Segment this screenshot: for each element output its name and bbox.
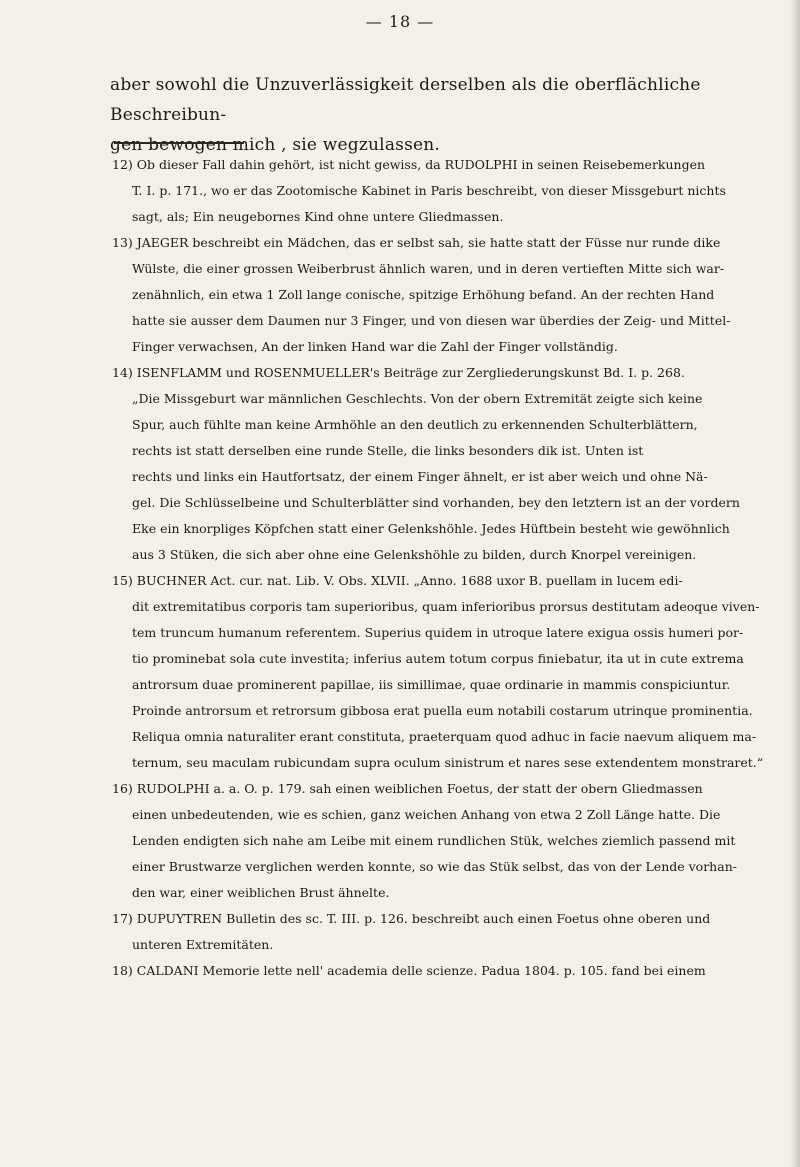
page-number-header: — 18 —	[365, 12, 435, 31]
footnote-13-line: zenähnlich, ein etwa 1 Zoll lange conische, spitzige Erhöhung befand. An der rechten Hand	[132, 287, 715, 302]
footnote-16-line: einer Brustwarze verglichen werden konnte, so wie das Stük selbst, das von der Lende vorhan-	[132, 859, 737, 874]
footnote-17-line: 17) DUPUYTREN Bulletin des sc. T. III. p. 126. beschreibt auch einen Foetus ohne oberen und	[112, 911, 711, 926]
footnote-16-line: den war, einer weiblichen Brust ähnelte.	[132, 885, 390, 900]
footnote-18-line: 18) CALDANI Memorie lette nell' academia delle scienze. Padua 1804. p. 105. fand bei einem	[112, 963, 706, 978]
footnotes-block	[112, 152, 780, 984]
footnote-13-line: hatte sie ausser dem Daumen nur 3 Finger, und von diesen war überdies der Zeig- und Mittel-	[132, 313, 731, 328]
footnote-15-line: dit extremitatibus corporis tam superioribus, quam inferioribus prorsus destitutam adeoque viven-	[132, 599, 760, 614]
footnote-14-line: 14) ISENFLAMM und ROSENMUELLER's Beiträge zur Zergliederungskunst Bd. I. p. 268.	[112, 365, 685, 380]
footnote-15-line: Reliqua omnia naturaliter erant constituta, praeterquam quod adhuc in facie naevum aliquem ma-	[132, 729, 757, 744]
footnote-13-line: Finger verwachsen, An der linken Hand war die Zahl der Finger vollständig.	[132, 339, 618, 354]
footnote-15-line: 15) BUCHNER Act. cur. nat. Lib. V. Obs. XLVII. „Anno. 1688 uxor B. puellam in lucem edi-	[112, 573, 683, 588]
footnote-15-line: antrorsum duae prominerent papillae, iis simillimae, quae ordinarie in mammis conspiciuntur.	[132, 677, 731, 692]
footnote-14-line: Spur, auch fühlte man keine Armhöhle an den deutlich zu erkennenden Schulterblättern,	[132, 417, 698, 432]
footnote-14-line: aus 3 Stüken, die sich aber ohne eine Gelenkshöhle zu bilden, durch Knorpel vereinigen.	[132, 547, 697, 562]
main-text-line-1: aber sowohl die Unzuverlässigkeit derselben als die oberflächliche Beschreibun-	[110, 75, 701, 125]
footnote-15-line: ternum, seu maculam rubicundam supra oculum sinistrum et nares sese extendentem monstraret.“	[132, 755, 764, 770]
footnote-16-line: 16) RUDOLPHI a. a. O. p. 179. sah einen weiblichen Foetus, der statt der obern Gliedmassen	[112, 781, 703, 796]
footnote-12-line: T. I. p. 171., wo er das Zootomische Kabinet in Paris beschreibt, von dieser Missgeburt nichts	[132, 183, 726, 198]
footnote-14-line: rechts und links ein Hautfortsatz, der einem Finger ähnelt, er ist aber weich und ohne Nä-	[132, 469, 708, 484]
footnote-12-line: sagt, als; Ein neugebornes Kind ohne untere Gliedmassen.	[132, 209, 504, 224]
footnote-16-line: Lenden endigten sich nahe am Leibe mit einem rundlichen Stük, welches ziemlich passend mit	[132, 833, 736, 848]
footnote-15-line: tio prominebat sola cute investita; inferius autem totum corpus finiebatur, ita ut in cute extrema	[132, 651, 744, 666]
footnote-15-line: tem truncum humanum referentem. Superius quidem in utroque latere exigua ossis humeri por-	[132, 625, 744, 640]
footnote-14-line: Eke ein knorpliges Köpfchen statt einer Gelenkshöhle. Jedes Hüftbein besteht wie gewöhnlich	[132, 521, 730, 536]
footnote-17-line: unteren Extremitäten.	[132, 937, 274, 952]
footnote-14-line: „Die Missgeburt war männlichen Geschlechts. Von der obern Extremität zeigte sich keine	[132, 391, 703, 406]
footnote-12-line: 12) Ob dieser Fall dahin gehört, ist nicht gewiss, da RUDOLPHI in seinen Reisebemerkungen	[112, 157, 706, 172]
footnote-separator-rule	[114, 142, 244, 144]
footnote-15-line: Proinde antrorsum et retrorsum gibbosa erat puella eum notabili costarum utrinque prominentia.	[132, 703, 753, 718]
footnote-13-line: Wülste, die einer grossen Weiberbrust ähnlich waren, und in deren vertieften Mitte sich war-	[132, 261, 725, 276]
main-text-line-2: gen bewogen mich , sie wegzulassen.	[110, 135, 441, 155]
footnote-14-line: gel. Die Schlüsselbeine und Schulterblätter sind vorhanden, bey den letztern ist an der vordern	[132, 495, 740, 510]
main-text	[110, 70, 782, 160]
footnote-14-line: rechts ist statt derselben eine runde Stelle, die links besonders dik ist. Unten ist	[132, 443, 644, 458]
footnote-13-line: 13) JAEGER beschreibt ein Mädchen, das er selbst sah, sie hatte statt der Füsse nur runde dike	[112, 235, 721, 250]
footnote-16-line: einen unbedeutenden, wie es schien, ganz weichen Anhang von etwa 2 Zoll Länge hatte. Die	[132, 807, 721, 822]
page-edge-shadow	[790, 0, 800, 1167]
